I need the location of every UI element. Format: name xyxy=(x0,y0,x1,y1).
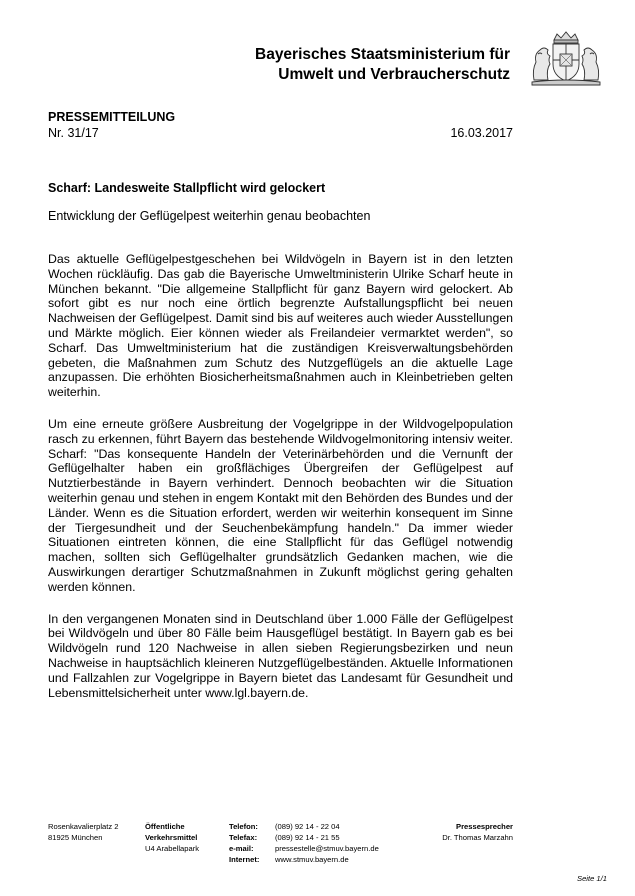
ministry-name-line-2: Umwelt und Verbraucherschutz xyxy=(278,66,510,83)
footer-spokesperson xyxy=(442,821,513,843)
footer-address xyxy=(48,821,119,843)
spokesperson-title: Pressesprecher xyxy=(456,822,513,831)
internet-label: Internet: xyxy=(229,855,260,864)
email-label: e-mail: xyxy=(229,844,254,853)
footer-contact-labels xyxy=(229,821,259,865)
spokesperson-name: Dr. Thomas Marzahn xyxy=(442,833,513,842)
fax-label: Telefax: xyxy=(229,833,258,842)
press-release-date: 16.03.2017 xyxy=(450,126,513,140)
paragraph-3: In den vergangenen Monaten sind in Deutschland über 1.000 Fälle der Geflügelpest bei Wildvögeln und über 80 Fälle beim Hausgeflügel bestätigt. In Bayern gab es bei Wildvögeln rund 120 Nachweise in allen sieben Regierungsbezirken und neun Nachweise in hauptsächlich kleineren Nutzgeflügelbeständen. Aktuelle Informationen und Fallzahlen zur Vogelgrippe in Bayern bietet das Landesamt für Gesundheit und Lebensmittelsicherheit unter www.lgl.bayern.de. xyxy=(48,611,513,700)
email-link[interactable]: pressestelle@stmuv.bayern.de xyxy=(275,844,379,853)
body-text xyxy=(48,252,513,717)
website-link[interactable]: www.stmuv.bayern.de xyxy=(275,855,349,864)
footer-city: 81925 München xyxy=(48,833,103,842)
footer-contact-values xyxy=(275,821,379,865)
footer-street: Rosenkavalierplatz 2 xyxy=(48,822,119,831)
footer-transit-stop: U4 Arabellapark xyxy=(145,844,200,853)
page-number: Seite 1/1 xyxy=(577,874,607,883)
coat-of-arms-icon xyxy=(526,30,606,86)
footer-transit-title-1: Öffentliche xyxy=(145,822,185,831)
footer-transit-title-2: Verkehrsmittel xyxy=(145,833,198,842)
phone-value: (089) 92 14 - 22 04 xyxy=(275,822,340,831)
ministry-name xyxy=(200,45,510,85)
paragraph-2: Um eine erneute größere Ausbreitung der Vogelgrippe in der Wildvogelpopulation rasch zu erkennen, führt Bayern das bestehende Wildvogelmonitoring intensiv weiter. Scharf: "Das konsequente Handeln der Veterinärbehörden und die Vernunft der Geflügelhalter haben ein großflächiges Übergreifen der Geflügelpest auf Nutztierbestände in Bayern verhindert. Dennoch beobachten wir die Situation weiterhin genau und stehen in engem Kontakt mit den Behörden des Bundes und der Länder. Wenn es die Situation erfordert, werden wir weiterhin konsequent im Sinne der Tiergesundheit und der Seuchenbekämpfung handeln." Da immer wieder Situationen eintreten können, die eine Stallpflicht für das Geflügel notwendig machen, sollten sich Geflügelhalter grundsätzlich Gedanken machen, wie die Auswirkungen derartiger Schutzmaßnahmen in Zukunft möglichst gering gehalten werden können. xyxy=(48,416,513,594)
fax-value: (089) 92 14 - 21 55 xyxy=(275,833,340,842)
press-release-number: Nr. 31/17 xyxy=(48,126,99,140)
paragraph-1: Das aktuelle Geflügelpestgeschehen bei Wildvögeln in Bayern ist in den letzten Wochen rückläufig. Das gab die Bayerische Umweltministerin Ulrike Scharf heute in München bekannt. "Die allgemeine Stallpflicht für ganz Bayern wird gelockert. Ab sofort gibt es nur noch eine örtlich begrenzte Aufstallungspflicht bei neuen Nachweisen der Geflügelpest. Damit sind bis auf weiteres auch wieder Ausstellungen und Märkte möglich. Eier können wieder als Freilandeier vermarktet werden", so Scharf. Das Umweltministerium hat die zuständigen Kreisverwaltungsbehörden gebeten, die Maßnahmen zum Schutz des Nutzgeflügels an die aktuelle Lage anzupassen. Die erhöhten Biosicherheitsmaßnahmen auch in Kleinbetrieben gelten weiterhin. xyxy=(48,252,513,400)
ministry-name-line-1: Bayerisches Staatsministerium für xyxy=(255,46,510,63)
document-type-label: PRESSEMITTEILUNG xyxy=(48,110,176,124)
phone-label: Telefon: xyxy=(229,822,258,831)
headline: Scharf: Landesweite Stallpflicht wird gelockert xyxy=(48,181,326,195)
footer-transit xyxy=(145,821,199,854)
subheadline: Entwicklung der Geflügelpest weiterhin genau beobachten xyxy=(48,209,371,223)
